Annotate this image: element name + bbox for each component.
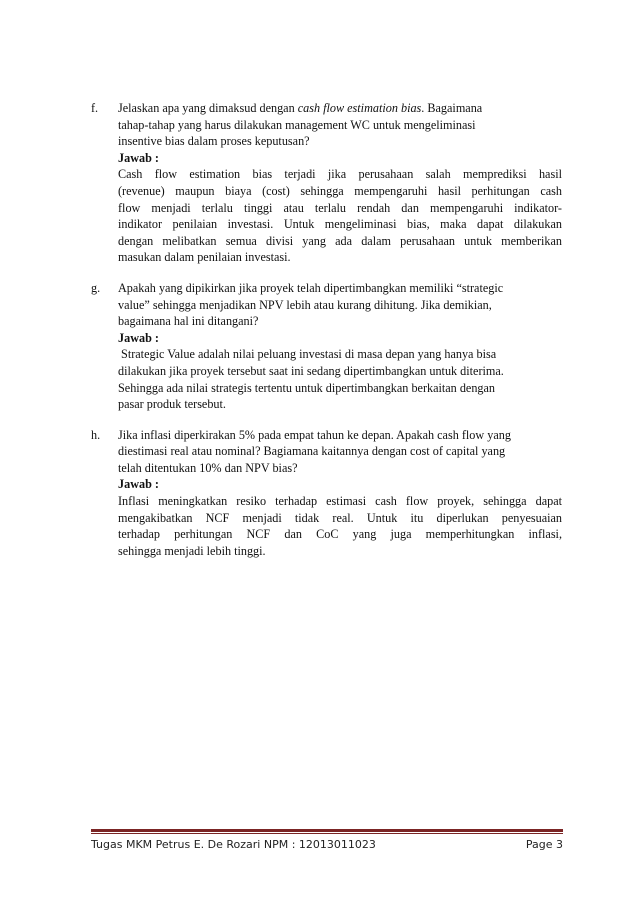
question-line <box>118 100 562 117</box>
answer-line: Sehingga ada nilai strategis tertentu untuk dipertimbangkan berkaitan dengan <box>118 380 496 395</box>
list-item <box>91 280 562 413</box>
answer-line: sehingga menjadi lebih tinggi. <box>118 543 266 558</box>
footer-page-number: Page 3 <box>525 838 563 851</box>
footer-rule-thin <box>91 833 563 834</box>
answer-label: Jawab : <box>118 330 159 345</box>
item-letter: f. <box>91 101 99 115</box>
answer-label: Jawab : <box>118 150 159 165</box>
answer-line: mengakibatkan NCF menjadi tidak real. Untuk itu diperlukan penyesuaian <box>118 510 562 525</box>
answer-line: (revenue) maupun biaya (cost) sehingga mempengaruhi hasil perhitungan cash <box>118 183 562 198</box>
answer-line: flow menjadi terlalu tinggi atau terlalu rendah dan mempengaruhi indikator- <box>118 200 562 215</box>
question-line: Apakah yang dipikirkan jika proyek telah dipertimbangkan memiliki “strategic <box>118 280 504 295</box>
answer-label: Jawab : <box>118 477 159 492</box>
question-line: telah ditentukan 10% dan NPV bias? <box>118 460 298 475</box>
footer-author: Tugas MKM Petrus E. De Rozari NPM : 12013011023 <box>91 838 376 851</box>
answer-line: dilakukan jika proyek tersebut saat ini sedang dipertimbangkan untuk diterima. <box>118 363 504 378</box>
question-line: value” sehingga menjadikan NPV lebih atau kurang dihitung. Jika demikian, <box>118 297 492 312</box>
item-letter: g. <box>91 280 101 295</box>
answer-line: Inflasi meningkatkan resiko terhadap estimasi cash flow proyek, sehingga dapat <box>118 494 562 509</box>
question-line: bagaimana hal ini ditangani? <box>118 314 259 329</box>
answer-line: Cash flow estimation bias terjadi jika perusahaan salah memprediksi hasil <box>118 167 562 182</box>
item-letter: h. <box>91 427 101 442</box>
question-line: insentive bias dalam proses keputusan? <box>118 134 310 149</box>
question-line: Jika inflasi diperkirakan 5% pada empat tahun ke depan. Apakah cash flow yang <box>118 427 511 442</box>
list-item <box>91 427 562 560</box>
question-line: diestimasi real atau nominal? Bagiamana kaitannya dengan cost of capital yang <box>118 444 506 459</box>
answer-line: indikator penilaian investasi. Untuk mengeliminasi bias, maka dapat dilakukan <box>118 217 562 232</box>
footer-rule <box>91 829 563 832</box>
answer-line: Strategic Value adalah nilai peluang investasi di masa depan yang hanya bisa <box>118 347 497 362</box>
page-footer <box>91 829 563 851</box>
question-text: . Bagaimana <box>421 101 483 115</box>
question-text: Jelaskan apa yang dimaksud dengan <box>118 101 298 115</box>
list-item <box>91 100 562 266</box>
footer-row <box>91 838 563 851</box>
document-body <box>91 100 562 573</box>
answer-line: pasar produk tersebut. <box>118 397 226 412</box>
answer-line: masukan dalam penilaian investasi. <box>118 250 291 265</box>
question-emphasis: cash flow estimation bias <box>297 101 422 115</box>
answer-line: dengan melibatkan semua divisi yang ada dalam perusahaan untuk memberikan <box>118 233 562 248</box>
answer-line: terhadap perhitungan NCF dan CoC yang juga memperhitungkan inflasi, <box>118 527 562 542</box>
question-line: tahap-tahap yang harus dilakukan management WC untuk mengeliminasi <box>118 117 476 132</box>
